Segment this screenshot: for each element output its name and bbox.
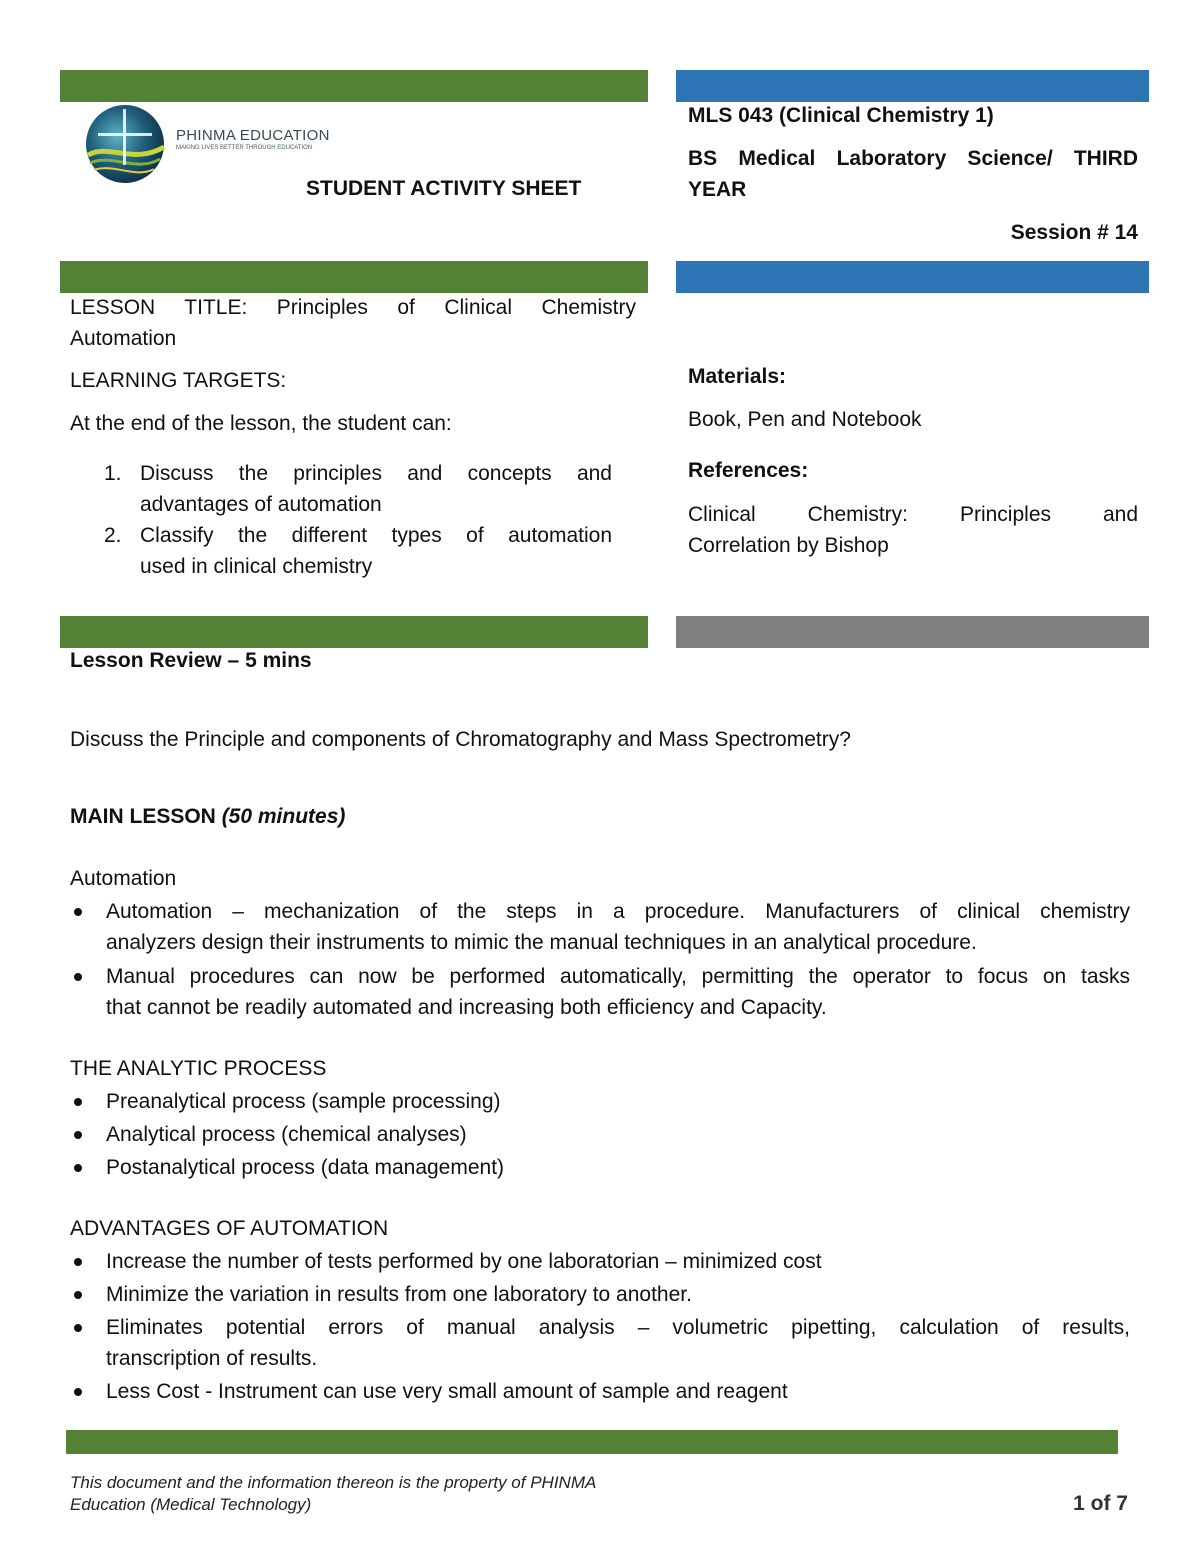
footer-line2: Education (Medical Technology) bbox=[70, 1495, 312, 1514]
analytic-process-heading: THE ANALYTIC PROCESS bbox=[70, 1057, 327, 1080]
learning-targets-list bbox=[70, 458, 612, 582]
list-item: Less Cost - Instrument can use very small amount of sample and reagent bbox=[70, 1376, 1130, 1407]
review-bar-left bbox=[60, 616, 648, 648]
materials-value: Book, Pen and Notebook bbox=[688, 408, 922, 431]
phinma-logo bbox=[84, 103, 334, 185]
main-lesson-duration: (50 minutes) bbox=[221, 805, 346, 828]
sheet-title: STUDENT ACTIVITY SHEET bbox=[306, 177, 582, 200]
footer-bar bbox=[66, 1430, 1118, 1454]
references-line2: Correlation by Bishop bbox=[688, 534, 889, 557]
main-lesson-title: MAIN LESSON bbox=[70, 805, 216, 828]
review-bar-right bbox=[676, 616, 1149, 648]
lesson-title-line2: Automation bbox=[70, 327, 177, 350]
target-item: 1. Discuss the principles and concepts and advantages of automation bbox=[104, 462, 612, 516]
phinma-logo-icon bbox=[84, 103, 166, 185]
header-bar-left bbox=[60, 70, 648, 102]
target-item: 2. Classify the different types of automation used in clinical chemistry bbox=[104, 524, 612, 578]
references-line1: Clinical Chemistry: Principles and bbox=[688, 503, 1138, 526]
analytic-process-section bbox=[70, 1053, 1130, 1183]
advantages-section bbox=[70, 1213, 1130, 1407]
page-number: 1 of 7 bbox=[1073, 1492, 1128, 1515]
session-number: Session # 14 bbox=[1010, 221, 1138, 244]
logo-tagline: MAKING LIVES BETTER THROUGH EDUCATION bbox=[176, 145, 313, 151]
automation-list bbox=[70, 896, 1130, 1023]
list-item: Eliminates potential errors of manual analysis – volumetric pipetting, calculation of results, transcription of results. bbox=[70, 1312, 1130, 1374]
footer-line1: This document and the information thereon is the property of PHINMA bbox=[70, 1473, 597, 1492]
advantages-list bbox=[70, 1246, 1130, 1407]
header-bar-right bbox=[676, 70, 1149, 102]
list-item: Analytical process (chemical analyses) bbox=[70, 1119, 1130, 1150]
automation-heading: Automation bbox=[70, 867, 177, 890]
materials-section bbox=[688, 361, 1138, 561]
list-item: Automation – mechanization of the steps in a procedure. Manufacturers of clinical chemistry analyzers design their instruments to mimic the manual techniques in an analytical procedure. bbox=[70, 896, 1130, 958]
learning-targets-intro: At the end of the lesson, the student can: bbox=[70, 412, 452, 435]
references-heading: References: bbox=[688, 459, 809, 482]
lesson-title-line1: LESSON TITLE: Principles of Clinical Chemistry bbox=[70, 296, 636, 319]
lesson-info bbox=[70, 292, 636, 582]
review-heading: Lesson Review – 5 mins bbox=[70, 649, 312, 672]
logo-text: PHINMA EDUCATION bbox=[176, 127, 330, 144]
course-code: MLS 043 (Clinical Chemistry 1) bbox=[688, 104, 994, 127]
analytic-process-list bbox=[70, 1086, 1130, 1183]
list-item: Minimize the variation in results from one laboratory to another. bbox=[70, 1279, 1130, 1310]
advantages-heading: ADVANTAGES OF AUTOMATION bbox=[70, 1217, 389, 1240]
program-block bbox=[688, 143, 1138, 205]
list-item: Preanalytical process (sample processing) bbox=[70, 1086, 1130, 1117]
list-item: Increase the number of tests performed by one laboratorian – minimized cost bbox=[70, 1246, 1130, 1277]
main-lesson-heading bbox=[70, 801, 345, 832]
list-item: Postanalytical process (data management) bbox=[70, 1152, 1130, 1183]
review-question: Discuss the Principle and components of Chromatography and Mass Spectrometry? bbox=[70, 728, 851, 751]
section-bar-right bbox=[676, 261, 1149, 293]
section-bar-left bbox=[60, 261, 648, 293]
automation-section bbox=[70, 863, 1130, 1023]
list-item: Manual procedures can now be performed automatically, permitting the operator to focus on tasks that cannot be readily automated and increasing both efficiency and Capacity. bbox=[70, 961, 1130, 1023]
materials-heading: Materials: bbox=[688, 365, 787, 388]
learning-targets-heading: LEARNING TARGETS: bbox=[70, 369, 287, 392]
footer-notice bbox=[70, 1472, 770, 1516]
program-line1: BS Medical Laboratory Science/ THIRD bbox=[688, 147, 1138, 170]
program-line2: YEAR bbox=[688, 178, 747, 201]
